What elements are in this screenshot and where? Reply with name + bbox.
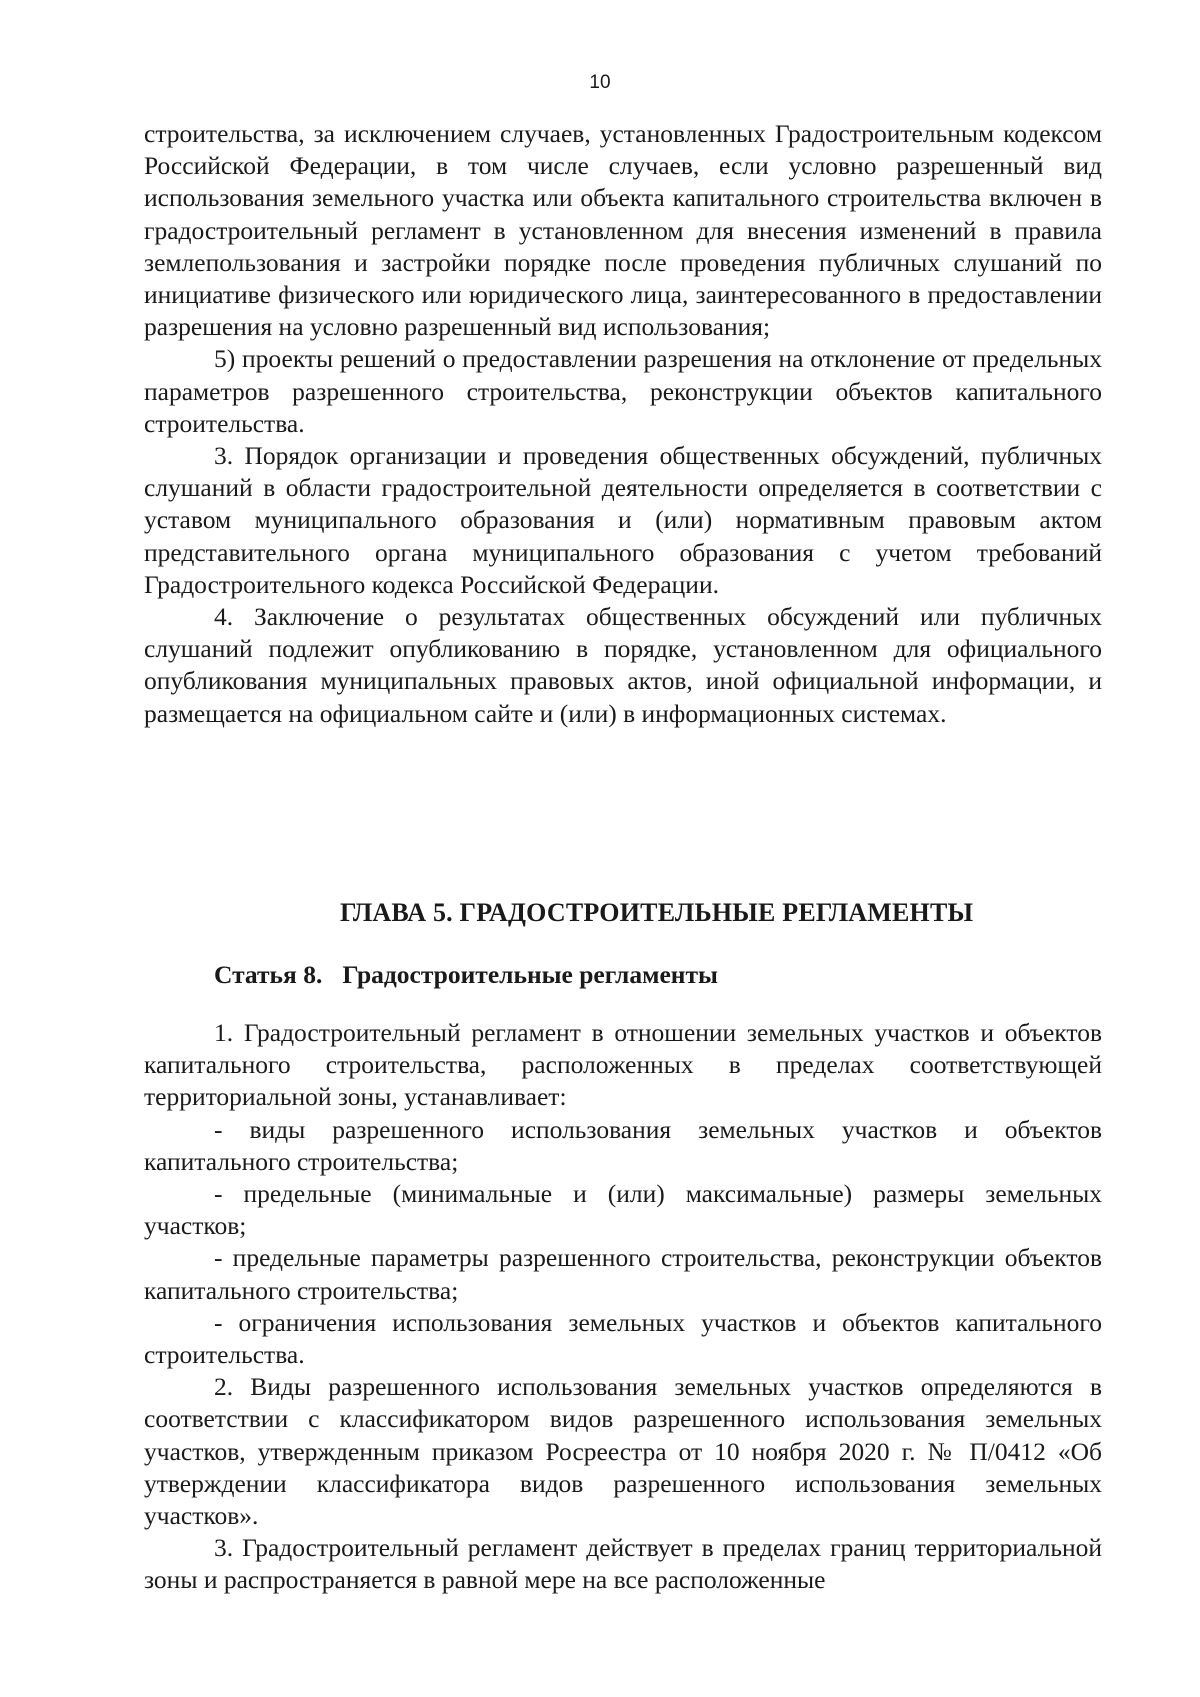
list-item: - предельные (минимальные и (или) максимальные) размеры земельных участков; (144, 1179, 1102, 1241)
paragraph: 3. Градостроительный регламент действует в пределах границ территориальной зоны и распространяется в равной мере на все расположенные (144, 1533, 1102, 1595)
list-item: - ограничения использования земельных участков и объектов капитального строительства. (144, 1307, 1102, 1370)
article-heading (214, 960, 1014, 990)
paragraph: строительства, за исключением случаев, установленных Градостроительным кодексом Российской Федерации, в том числе случаев, если условно разрешенный вид использования земельного участка или объекта капитального строительства включен в градостроительный регламент в установленном для внесения изменений в правила землепользования и застройки порядке после проведения публичных слушаний по инициативе физического или юридического лица, заинтересованного в предоставлении разрешения на условно разрешенный вид использования; (144, 119, 1102, 342)
chapter-title: ГЛАВА 5. ГРАДОСТРОИТЕЛЬНЫЕ РЕГЛАМЕНТЫ (340, 898, 974, 927)
paragraph: 4. Заключение о результатах общественных обсуждений или публичных слушаний подлежит опубликованию в порядке, установленном для официального опубликования муниципальных правовых актов, иной официальной информации, и размещается на официальном сайте и (или) в информационных системах. (144, 602, 1102, 728)
page-number: 10 (589, 72, 611, 93)
paragraph: 2. Виды разрешенного использования земельных участков определяются в соответствии с классификатором видов разрешенного использования земельных участков, утвержденным приказом Росреестра от 10 ноября 2020 г. № П/0412 «Об утверждении классификатора видов разрешенного использования земельных участков». (144, 1372, 1102, 1531)
article-title: Градостроительные регламенты (342, 960, 718, 989)
list-item: - предельные параметры разрешенного строительства, реконструкции объектов капитального строительства; (144, 1243, 1102, 1305)
article-number: Статья 8. (214, 960, 323, 989)
list-item: - виды разрешенного использования земельных участков и объектов капитального строительства; (144, 1114, 1102, 1176)
paragraph: 5) проекты решений о предоставлении разрешения на отклонение от предельных параметров разрешенного строительства, реконструкции объектов капитального строительства. (144, 344, 1102, 438)
section-text-top (144, 118, 1102, 730)
paragraph: 1. Градостроительный регламент в отношении земельных участков и объектов капитального строительства, расположенных в пределах соответствующей территориальной зоны, устанавливает: (144, 1018, 1102, 1112)
article-body (144, 1017, 1102, 1597)
paragraph: 3. Порядок организации и проведения общественных обсуждений, публичных слушаний в области градостроительной деятельности определяется в соответствии с уставом муниципального образования и (или) нормативным правовым актом представительного органа муниципального образования с учетом требований Градостроительного кодекса Российской Федерации. (144, 441, 1102, 599)
